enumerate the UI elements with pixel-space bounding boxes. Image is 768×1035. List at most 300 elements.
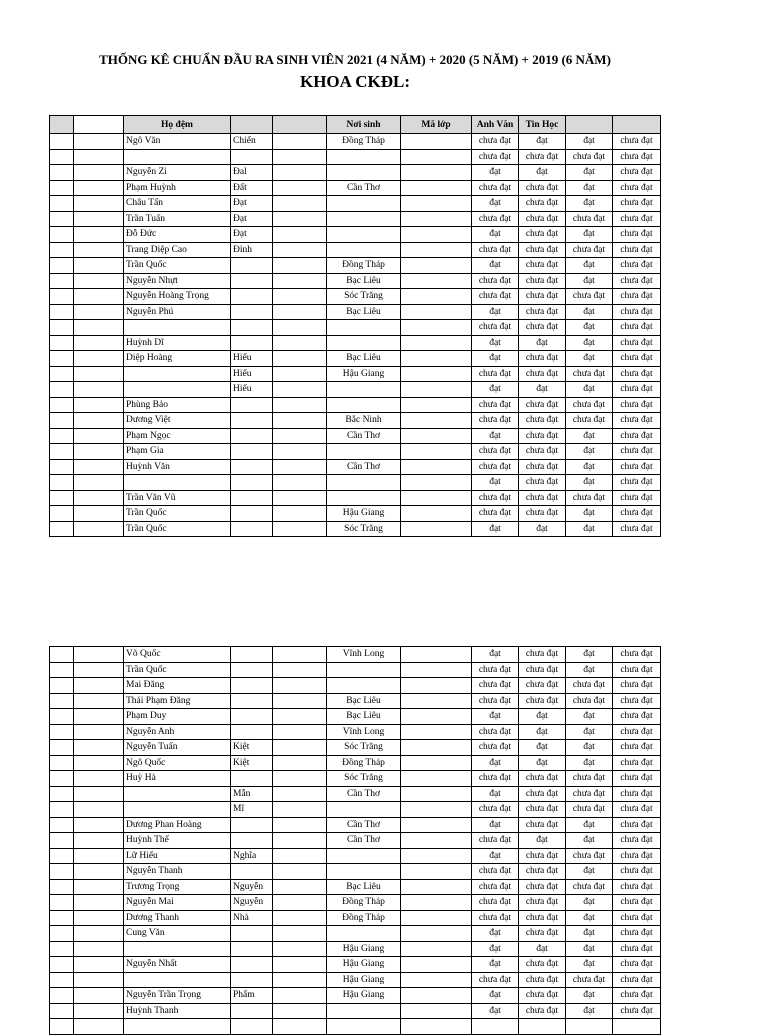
it-result-cell: chưa đạt — [519, 879, 566, 895]
english-result-cell: chưa đạt — [472, 149, 519, 165]
class-code-cell — [401, 755, 472, 771]
row-marker-cell — [50, 957, 74, 973]
extra-cell — [273, 273, 327, 289]
row-marker-cell — [50, 165, 74, 181]
it-result-cell: chưa đạt — [519, 957, 566, 973]
index-cell — [74, 242, 124, 258]
it-result-cell: chưa đạt — [519, 320, 566, 336]
table-row — [50, 786, 661, 802]
result-cell: đạt — [566, 335, 613, 351]
class-code-cell — [401, 833, 472, 849]
table-row — [50, 724, 661, 740]
class-code-cell — [401, 678, 472, 694]
given-name-cell — [231, 428, 273, 444]
result-cell: chưa đạt — [613, 755, 661, 771]
row-marker-cell — [50, 647, 74, 663]
english-result-cell: đạt — [472, 848, 519, 864]
row-marker-cell — [50, 444, 74, 460]
birthplace-cell — [327, 211, 401, 227]
given-name-cell: Đạt — [231, 196, 273, 212]
result-cell: chưa đạt — [613, 910, 661, 926]
header-cell: Họ đệm — [124, 116, 231, 134]
extra-cell — [273, 957, 327, 973]
given-name-cell: Nguyễn — [231, 879, 273, 895]
given-name-cell: Phẩm — [231, 988, 273, 1004]
english-result-cell: đạt — [472, 335, 519, 351]
given-name-cell — [231, 771, 273, 787]
result-cell: đạt — [566, 895, 613, 911]
class-code-cell — [401, 444, 472, 460]
birthplace-cell: Hậu Giang — [327, 506, 401, 522]
row-marker-cell — [50, 864, 74, 880]
surname-cell: Trần Quốc — [124, 662, 231, 678]
result-cell: đạt — [566, 817, 613, 833]
birthplace-cell: Sóc Trăng — [327, 771, 401, 787]
given-name-cell — [231, 320, 273, 336]
extra-cell — [273, 740, 327, 756]
table-row — [50, 662, 661, 678]
result-cell: đạt — [566, 273, 613, 289]
english-result-cell: chưa đạt — [472, 242, 519, 258]
class-code-cell — [401, 864, 472, 880]
index-cell — [74, 833, 124, 849]
birthplace-cell — [327, 196, 401, 212]
index-cell — [74, 786, 124, 802]
birthplace-cell: Cần Thơ — [327, 817, 401, 833]
birthplace-cell: Sóc Trăng — [327, 521, 401, 537]
index-cell — [74, 506, 124, 522]
result-cell: chưa đạt — [613, 864, 661, 880]
birthplace-cell: Hậu Giang — [327, 988, 401, 1004]
result-cell: chưa đạt — [613, 428, 661, 444]
header-cell: Mã lớp — [401, 116, 472, 134]
it-result-cell: chưa đạt — [519, 366, 566, 382]
given-name-cell — [231, 506, 273, 522]
result-cell: chưa đạt — [613, 490, 661, 506]
it-result-cell: chưa đạt — [519, 258, 566, 274]
extra-cell — [273, 972, 327, 988]
it-result-cell: chưa đạt — [519, 926, 566, 942]
birthplace-cell — [327, 165, 401, 181]
result-cell — [613, 1019, 661, 1035]
it-result-cell: chưa đạt — [519, 1003, 566, 1019]
result-cell: chưa đạt — [613, 211, 661, 227]
table-row — [50, 134, 661, 150]
extra-cell — [273, 227, 327, 243]
table-row — [50, 972, 661, 988]
birthplace-cell — [327, 848, 401, 864]
row-marker-cell — [50, 366, 74, 382]
extra-cell — [273, 786, 327, 802]
extra-cell — [273, 879, 327, 895]
it-result-cell: chưa đạt — [519, 647, 566, 663]
table-row — [50, 304, 661, 320]
row-marker-cell — [50, 335, 74, 351]
table-row — [50, 351, 661, 367]
given-name-cell — [231, 647, 273, 663]
index-cell — [74, 755, 124, 771]
given-name-cell — [231, 304, 273, 320]
class-code-cell — [401, 428, 472, 444]
it-result-cell: chưa đạt — [519, 848, 566, 864]
extra-cell — [273, 817, 327, 833]
document-title: THỐNG KÊ CHUẨN ĐẦU RA SINH VIÊN 2021 (4 NĂM) + 2020 (5 NĂM) + 2019 (6 NĂM) — [99, 52, 611, 67]
it-result-cell: chưa đạt — [519, 988, 566, 1004]
index-cell — [74, 459, 124, 475]
surname-cell: Mai Đăng — [124, 678, 231, 694]
given-name-cell: Mĩ — [231, 802, 273, 818]
surname-cell: Nguyễn Phú — [124, 304, 231, 320]
result-cell: chưa đạt — [613, 227, 661, 243]
result-cell: đạt — [566, 941, 613, 957]
table-row — [50, 709, 661, 725]
table-row — [50, 864, 661, 880]
result-cell: chưa đạt — [613, 786, 661, 802]
given-name-cell: Đạt — [231, 211, 273, 227]
table-row — [50, 428, 661, 444]
index-cell — [74, 693, 124, 709]
table-row — [50, 895, 661, 911]
table-row — [50, 926, 661, 942]
english-result-cell: đạt — [472, 709, 519, 725]
english-result-cell: đạt — [472, 382, 519, 398]
extra-cell — [273, 382, 327, 398]
index-cell — [74, 320, 124, 336]
class-code-cell — [401, 1019, 472, 1035]
english-result-cell: chưa đạt — [472, 413, 519, 429]
extra-cell — [273, 304, 327, 320]
given-name-cell — [231, 413, 273, 429]
result-cell: chưa đạt — [613, 802, 661, 818]
table-row — [50, 988, 661, 1004]
result-cell: chưa đạt — [613, 165, 661, 181]
result-cell: chưa đạt — [613, 678, 661, 694]
extra-cell — [273, 335, 327, 351]
birthplace-cell: Hậu Giang — [327, 366, 401, 382]
result-cell: chưa đạt — [566, 289, 613, 305]
birthplace-cell — [327, 242, 401, 258]
given-name-cell — [231, 475, 273, 491]
extra-cell — [273, 196, 327, 212]
extra-cell — [273, 1019, 327, 1035]
row-marker-cell — [50, 1019, 74, 1035]
result-cell: chưa đạt — [613, 258, 661, 274]
row-marker-cell — [50, 320, 74, 336]
index-cell — [74, 134, 124, 150]
extra-cell — [273, 693, 327, 709]
it-result-cell: chưa đạt — [519, 351, 566, 367]
surname-cell: Phùng Bảo — [124, 397, 231, 413]
index-cell — [74, 149, 124, 165]
it-result-cell: chưa đạt — [519, 475, 566, 491]
class-code-cell — [401, 366, 472, 382]
surname-cell: Trang Diệp Cao — [124, 242, 231, 258]
index-cell — [74, 864, 124, 880]
row-marker-cell — [50, 242, 74, 258]
english-result-cell: đạt — [472, 957, 519, 973]
row-marker-cell — [50, 490, 74, 506]
class-code-cell — [401, 335, 472, 351]
table-row — [50, 678, 661, 694]
result-cell: chưa đạt — [566, 242, 613, 258]
given-name-cell: Kiệt — [231, 755, 273, 771]
extra-cell — [273, 709, 327, 725]
surname-cell: Trần Tuấn — [124, 211, 231, 227]
birthplace-cell: Hậu Giang — [327, 972, 401, 988]
table-row — [50, 802, 661, 818]
table-row — [50, 771, 661, 787]
row-marker-cell — [50, 693, 74, 709]
birthplace-cell: Cần Thơ — [327, 459, 401, 475]
table-header-row — [50, 116, 661, 134]
class-code-cell — [401, 196, 472, 212]
result-cell: chưa đạt — [613, 444, 661, 460]
it-result-cell: chưa đạt — [519, 817, 566, 833]
extra-cell — [273, 180, 327, 196]
result-cell: chưa đạt — [566, 693, 613, 709]
english-result-cell: đạt — [472, 521, 519, 537]
index-cell — [74, 848, 124, 864]
extra-cell — [273, 149, 327, 165]
row-marker-cell — [50, 180, 74, 196]
index-cell — [74, 351, 124, 367]
result-cell: chưa đạt — [613, 459, 661, 475]
row-marker-cell — [50, 926, 74, 942]
result-cell: chưa đạt — [613, 833, 661, 849]
birthplace-cell: Đồng Tháp — [327, 895, 401, 911]
given-name-cell: Hiếu — [231, 366, 273, 382]
row-marker-cell — [50, 351, 74, 367]
given-name-cell — [231, 941, 273, 957]
table-row — [50, 740, 661, 756]
result-cell: chưa đạt — [613, 848, 661, 864]
row-marker-cell — [50, 1003, 74, 1019]
index-cell — [74, 211, 124, 227]
result-cell: đạt — [566, 709, 613, 725]
it-result-cell: chưa đạt — [519, 678, 566, 694]
index-cell — [74, 740, 124, 756]
result-cell: đạt — [566, 662, 613, 678]
extra-cell — [273, 662, 327, 678]
index-cell — [74, 335, 124, 351]
table-row — [50, 227, 661, 243]
surname-cell: Huỳ Hà — [124, 771, 231, 787]
class-code-cell — [401, 521, 472, 537]
extra-cell — [273, 134, 327, 150]
english-result-cell: chưa đạt — [472, 724, 519, 740]
given-name-cell — [231, 459, 273, 475]
class-code-cell — [401, 490, 472, 506]
result-cell: chưa đạt — [613, 273, 661, 289]
extra-cell — [273, 941, 327, 957]
birthplace-cell — [327, 926, 401, 942]
result-cell: đạt — [566, 926, 613, 942]
extra-cell — [273, 289, 327, 305]
table-row — [50, 258, 661, 274]
surname-cell: Nguyễn Tuấn — [124, 740, 231, 756]
birthplace-cell — [327, 864, 401, 880]
index-cell — [74, 879, 124, 895]
it-result-cell: chưa đạt — [519, 196, 566, 212]
it-result-cell: đạt — [519, 165, 566, 181]
result-cell: đạt — [566, 165, 613, 181]
given-name-cell — [231, 273, 273, 289]
result-cell: chưa đạt — [566, 413, 613, 429]
result-cell: chưa đạt — [613, 304, 661, 320]
birthplace-cell — [327, 662, 401, 678]
english-result-cell: chưa đạt — [472, 910, 519, 926]
class-code-cell — [401, 988, 472, 1004]
result-cell: chưa đạt — [613, 196, 661, 212]
surname-cell: Nguyễn Mai — [124, 895, 231, 911]
extra-cell — [273, 490, 327, 506]
given-name-cell: Mẫn — [231, 786, 273, 802]
english-result-cell: chưa đạt — [472, 320, 519, 336]
it-result-cell: chưa đạt — [519, 273, 566, 289]
row-marker-cell — [50, 941, 74, 957]
result-cell: chưa đạt — [566, 397, 613, 413]
extra-cell — [273, 444, 327, 460]
surname-cell: Nguyễn Hoàng Trọng — [124, 289, 231, 305]
given-name-cell — [231, 521, 273, 537]
birthplace-cell: Bạc Liêu — [327, 273, 401, 289]
english-result-cell: đạt — [472, 755, 519, 771]
result-cell: chưa đạt — [613, 709, 661, 725]
row-marker-cell — [50, 273, 74, 289]
row-marker-cell — [50, 428, 74, 444]
table-row — [50, 647, 661, 663]
birthplace-cell: Sóc Trăng — [327, 740, 401, 756]
extra-cell — [273, 459, 327, 475]
result-cell: đạt — [566, 506, 613, 522]
index-cell — [74, 724, 124, 740]
given-name-cell: Kiệt — [231, 740, 273, 756]
index-cell — [74, 910, 124, 926]
index-cell — [74, 647, 124, 663]
it-result-cell — [519, 1019, 566, 1035]
extra-cell — [273, 926, 327, 942]
birthplace-cell: Đồng Tháp — [327, 134, 401, 150]
index-cell — [74, 817, 124, 833]
it-result-cell: đạt — [519, 724, 566, 740]
class-code-cell — [401, 802, 472, 818]
row-marker-cell — [50, 724, 74, 740]
it-result-cell: đạt — [519, 941, 566, 957]
result-cell: chưa đạt — [613, 771, 661, 787]
result-cell: chưa đạt — [613, 647, 661, 663]
english-result-cell: chưa đạt — [472, 879, 519, 895]
birthplace-cell: Hậu Giang — [327, 957, 401, 973]
table-row — [50, 521, 661, 537]
it-result-cell: chưa đạt — [519, 459, 566, 475]
it-result-cell: chưa đạt — [519, 397, 566, 413]
english-result-cell: đạt — [472, 988, 519, 1004]
header-cell — [273, 116, 327, 134]
it-result-cell: đạt — [519, 755, 566, 771]
index-cell — [74, 475, 124, 491]
result-cell: chưa đạt — [613, 351, 661, 367]
surname-cell: Huỳnh Thế — [124, 833, 231, 849]
result-cell: chưa đạt — [566, 149, 613, 165]
surname-cell: Huỳnh Dĩ — [124, 335, 231, 351]
birthplace-cell — [327, 335, 401, 351]
given-name-cell: Đạt — [231, 227, 273, 243]
given-name-cell — [231, 678, 273, 694]
result-cell: chưa đạt — [613, 941, 661, 957]
row-marker-cell — [50, 740, 74, 756]
result-cell: chưa đạt — [613, 134, 661, 150]
given-name-cell — [231, 833, 273, 849]
birthplace-cell: Bạc Liêu — [327, 693, 401, 709]
birthplace-cell: Cần Thơ — [327, 833, 401, 849]
result-cell: chưa đạt — [613, 180, 661, 196]
result-cell: đạt — [566, 444, 613, 460]
row-marker-cell — [50, 413, 74, 429]
table-row — [50, 941, 661, 957]
class-code-cell — [401, 320, 472, 336]
header-cell: Tin Học — [519, 116, 566, 134]
class-code-cell — [401, 475, 472, 491]
extra-cell — [273, 413, 327, 429]
it-result-cell: chưa đạt — [519, 662, 566, 678]
index-cell — [74, 180, 124, 196]
birthplace-cell — [327, 444, 401, 460]
table-row — [50, 1003, 661, 1019]
given-name-cell — [231, 864, 273, 880]
english-result-cell: chưa đạt — [472, 397, 519, 413]
surname-cell — [124, 149, 231, 165]
it-result-cell: chưa đạt — [519, 490, 566, 506]
surname-cell: Dương Phan Hoàng — [124, 817, 231, 833]
it-result-cell: chưa đạt — [519, 428, 566, 444]
results-table-top — [49, 115, 661, 537]
birthplace-cell: Bạc Liêu — [327, 879, 401, 895]
extra-cell — [273, 678, 327, 694]
birthplace-cell: Bạc Liêu — [327, 351, 401, 367]
result-cell: chưa đạt — [613, 879, 661, 895]
extra-cell — [273, 802, 327, 818]
surname-cell: Phạm Gia — [124, 444, 231, 460]
given-name-cell — [231, 335, 273, 351]
result-cell: chưa đạt — [613, 972, 661, 988]
row-marker-cell — [50, 304, 74, 320]
class-code-cell — [401, 351, 472, 367]
given-name-cell — [231, 1003, 273, 1019]
row-marker-cell — [50, 879, 74, 895]
index-cell — [74, 662, 124, 678]
result-cell: đạt — [566, 320, 613, 336]
birthplace-cell — [327, 490, 401, 506]
table-row — [50, 397, 661, 413]
it-result-cell: chưa đạt — [519, 802, 566, 818]
english-result-cell: đạt — [472, 304, 519, 320]
row-marker-cell — [50, 289, 74, 305]
english-result-cell: chưa đạt — [472, 740, 519, 756]
surname-cell: Nguyễn Thanh — [124, 864, 231, 880]
english-result-cell: chưa đạt — [472, 273, 519, 289]
surname-cell: Trần Quốc — [124, 521, 231, 537]
english-result-cell: chưa đạt — [472, 678, 519, 694]
row-marker-cell — [50, 211, 74, 227]
english-result-cell: đạt — [472, 941, 519, 957]
it-result-cell: đạt — [519, 335, 566, 351]
surname-cell: Trần Văn Vũ — [124, 490, 231, 506]
result-cell: đạt — [566, 647, 613, 663]
index-cell — [74, 1003, 124, 1019]
class-code-cell — [401, 134, 472, 150]
birthplace-cell: Đồng Tháp — [327, 258, 401, 274]
birthplace-cell: Đồng Tháp — [327, 910, 401, 926]
